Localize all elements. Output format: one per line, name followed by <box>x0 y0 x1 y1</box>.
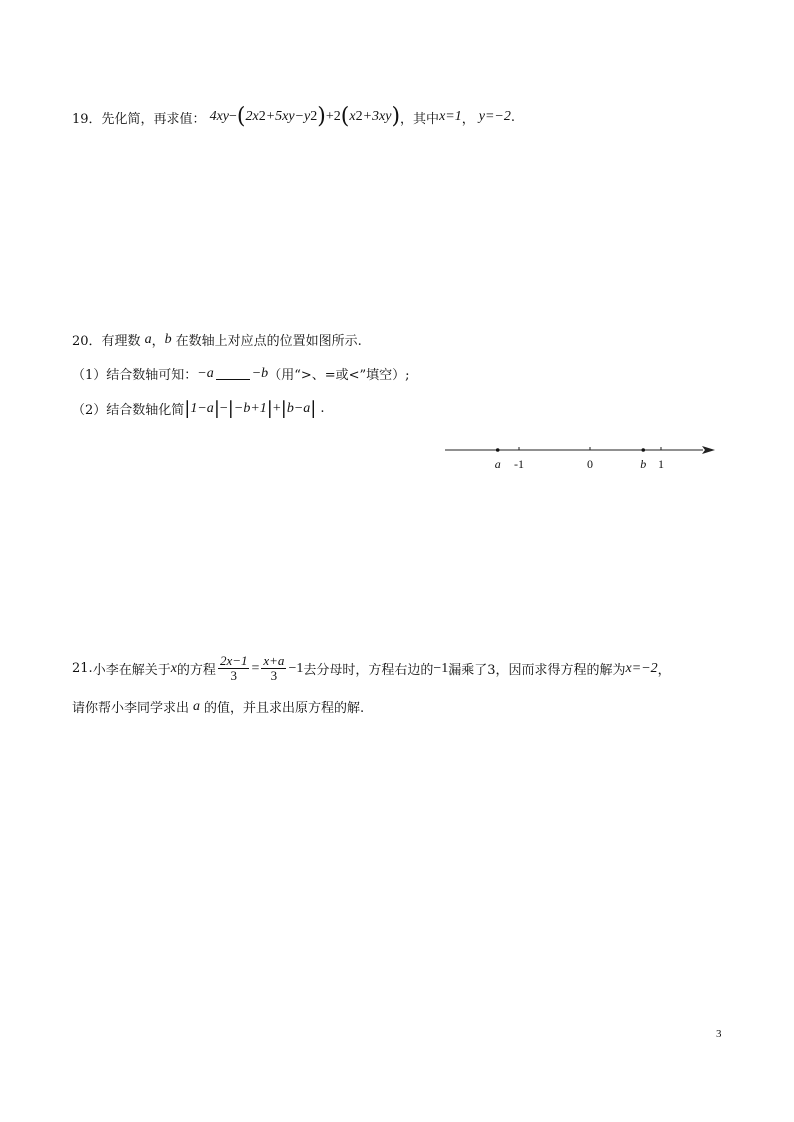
q21-t1: 小李在解关于 <box>92 663 171 678</box>
q21-minus1: −1 <box>288 660 304 676</box>
q20-number: 20． <box>72 334 102 349</box>
q19-expr-p2: +5xy−y <box>265 109 311 124</box>
q21-line2b: 的值，并且求出原方程的解. <box>204 701 365 716</box>
q20-p2-t3: b−a <box>286 400 311 416</box>
paren-close: ) <box>317 104 326 129</box>
q20-p2-t2: −b+1 <box>233 400 267 416</box>
point-b <box>641 448 645 452</box>
paren-open: ( <box>340 104 350 129</box>
paren-close: ) <box>391 104 401 129</box>
abs-bar: | <box>310 398 317 419</box>
abs-bar: | <box>227 398 234 419</box>
q21-t3: 去分母时，方程右边的 <box>303 663 434 678</box>
q19-expr-e2: 2 <box>310 109 318 124</box>
q19-expr-p4: +3xy <box>362 109 392 124</box>
question-21 <box>72 654 734 683</box>
fraction-right <box>261 654 286 683</box>
q19-expr-minus: − <box>229 109 237 124</box>
q20-p2-op2: + <box>272 400 281 416</box>
q20-text: 有理数 <box>101 334 141 349</box>
q21-number: 21. <box>72 661 93 676</box>
q19-y-cond: y=−2 <box>478 109 511 124</box>
abs-bar: | <box>266 398 273 419</box>
q19-number: 19． <box>72 111 102 127</box>
q19-where: ，其中 <box>400 111 440 127</box>
q19-expr-mid: +2 <box>325 109 341 124</box>
q21-x: x <box>170 660 177 676</box>
tick-label: -1 <box>514 457 524 471</box>
q20-p2-op1: − <box>219 400 228 416</box>
q20-text2: 在数轴上对应点的位置如图所示. <box>175 334 362 349</box>
tick-label: 1 <box>658 457 664 471</box>
q20-p1-hint: （用“>、=或<”填空）; <box>268 368 410 383</box>
paren-open: ( <box>236 104 246 129</box>
q20-p1-left: −a <box>197 365 214 381</box>
fraction-left-numerator: 2x−1 <box>219 653 248 668</box>
q20-p2-end: . <box>320 401 325 416</box>
q20-b: b <box>164 331 172 347</box>
q20-p2-t1: 1−a <box>190 400 214 416</box>
q19-expr-p1: 2x <box>245 109 259 124</box>
answer-blank[interactable] <box>216 367 250 380</box>
question-19 <box>72 106 734 128</box>
q20-sep: ， <box>151 334 165 349</box>
q20-part-2 <box>72 398 734 419</box>
number-line-ticks <box>495 447 664 471</box>
fraction-left <box>218 654 250 683</box>
q21-solution: x=−2 <box>625 660 658 676</box>
fraction-right-numerator: x+a <box>263 653 285 668</box>
abs-bar: | <box>184 398 191 419</box>
arrow-right-icon <box>702 446 715 454</box>
q21-t2: 的方程 <box>176 663 216 678</box>
q20-p1-label: （1）结合数轴可知： <box>72 368 198 383</box>
q21-a: a <box>193 698 201 714</box>
tick-label: b <box>640 457 647 471</box>
number-line <box>445 440 717 476</box>
q21-line2a: 请你帮小李同学求出 <box>72 701 190 716</box>
q21-neg1: −1 <box>433 660 449 676</box>
q20-part-1 <box>72 364 734 383</box>
q21-t5: ， <box>657 663 671 678</box>
q19-expr-e1: 2 <box>258 109 266 124</box>
q21-eq: = <box>251 660 260 676</box>
q20-a: a <box>144 331 152 347</box>
tick-label: a <box>494 457 501 471</box>
q20-p2-label: （2）结合数轴化简 <box>72 403 185 418</box>
q20-p1-right: −b <box>251 365 269 381</box>
fraction-left-denominator: 3 <box>230 668 237 683</box>
q19-expr-p3: x <box>349 109 356 124</box>
q19-expr-a: 4xy <box>209 109 229 124</box>
tick-label: 0 <box>587 457 593 471</box>
point-a <box>496 448 500 452</box>
page-number: 3 <box>716 1028 722 1040</box>
q19-text: 先化简，再求值： <box>101 111 206 127</box>
q19-comma: ， <box>461 111 475 127</box>
abs-bar: | <box>213 398 220 419</box>
q19-end: . <box>510 109 515 125</box>
fraction-right-denominator: 3 <box>270 668 278 683</box>
abs-bar: | <box>280 398 287 419</box>
q21-line-2 <box>72 697 734 716</box>
q19-x-cond: x=1 <box>439 109 462 124</box>
q19-expr-e3: 2 <box>355 109 363 124</box>
q21-t4: 漏乘了3，因而求得方程的解为 <box>448 663 626 678</box>
question-20 <box>72 330 734 349</box>
